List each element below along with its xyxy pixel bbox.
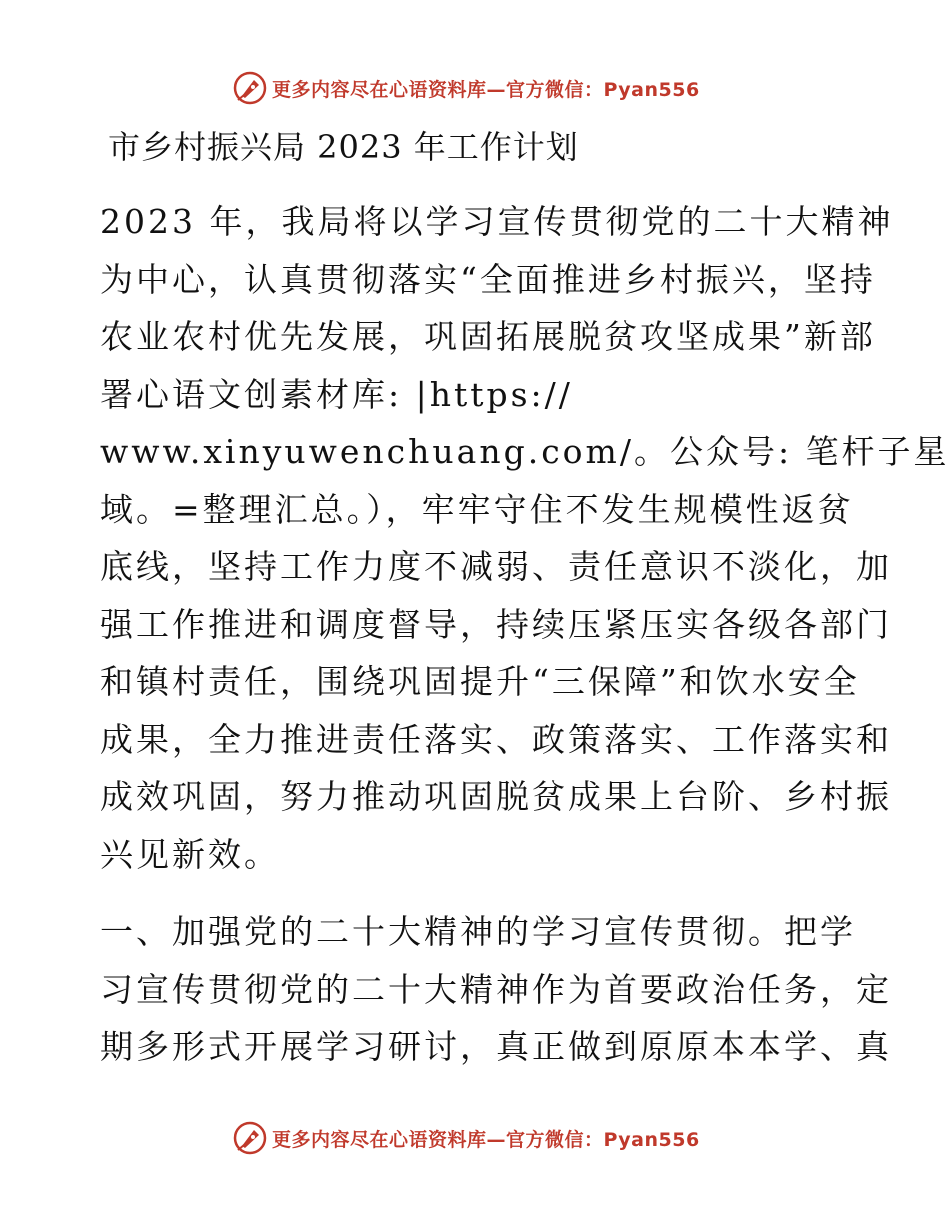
text-line: 2023 年，我局将以学习宣传贯彻党的二十大精神 xyxy=(100,202,894,241)
paragraph-intro xyxy=(100,193,950,883)
pen-nib-logo-icon xyxy=(232,70,268,106)
text-line: 习宣传贯彻党的二十大精神作为首要政治任务，定 xyxy=(100,969,892,1009)
text-line: 域。=整理汇总。），牢牢守住不发生规模性返贫 xyxy=(100,489,854,529)
text-line: 成果，全力推进责任落实、政策落实、工作落实和 xyxy=(100,719,892,759)
text-line: 农业农村优先发展，巩固拓展脱贫攻坚成果”新部 xyxy=(100,317,876,356)
text-line: 兴见新效。 xyxy=(100,834,280,874)
text-line: 成效巩固，努力推动巩固脱贫成果上台阶、乡村振 xyxy=(100,777,892,816)
paragraph-section-one xyxy=(100,903,892,1076)
text-line: 期多形式开展学习研讨，真正做到原原本本学、真 xyxy=(100,1027,892,1066)
watermark-text: 更多内容尽在心语资料库—官方微信：Pyan556 xyxy=(272,1128,700,1151)
text-line: www.xinyuwenchuang.com/。公众号: 笔杆子星 xyxy=(100,432,950,471)
footer-watermark xyxy=(0,1118,950,1158)
text-line: 强工作推进和调度督导，持续压紧压实各级各部门 xyxy=(100,604,892,644)
pen-nib-logo-icon xyxy=(232,1120,268,1156)
document-title: 市乡村振兴局 2023 年工作计划 xyxy=(108,128,579,166)
text-line: 一、加强党的二十大精神的学习宣传贯彻。把学 xyxy=(100,912,856,951)
text-line: 署心语文创素材库: |https:// xyxy=(100,374,573,414)
text-line: 和镇村责任，围绕巩固提升“三保障”和饮水安全 xyxy=(100,662,860,701)
text-line: 为中心，认真贯彻落实“全面推进乡村振兴，坚持 xyxy=(100,259,876,299)
header-watermark xyxy=(0,68,950,108)
watermark-text: 更多内容尽在心语资料库—官方微信：Pyan556 xyxy=(272,78,700,101)
text-line: 底线，坚持工作力度不减弱、责任意识不淡化，加 xyxy=(100,547,892,586)
